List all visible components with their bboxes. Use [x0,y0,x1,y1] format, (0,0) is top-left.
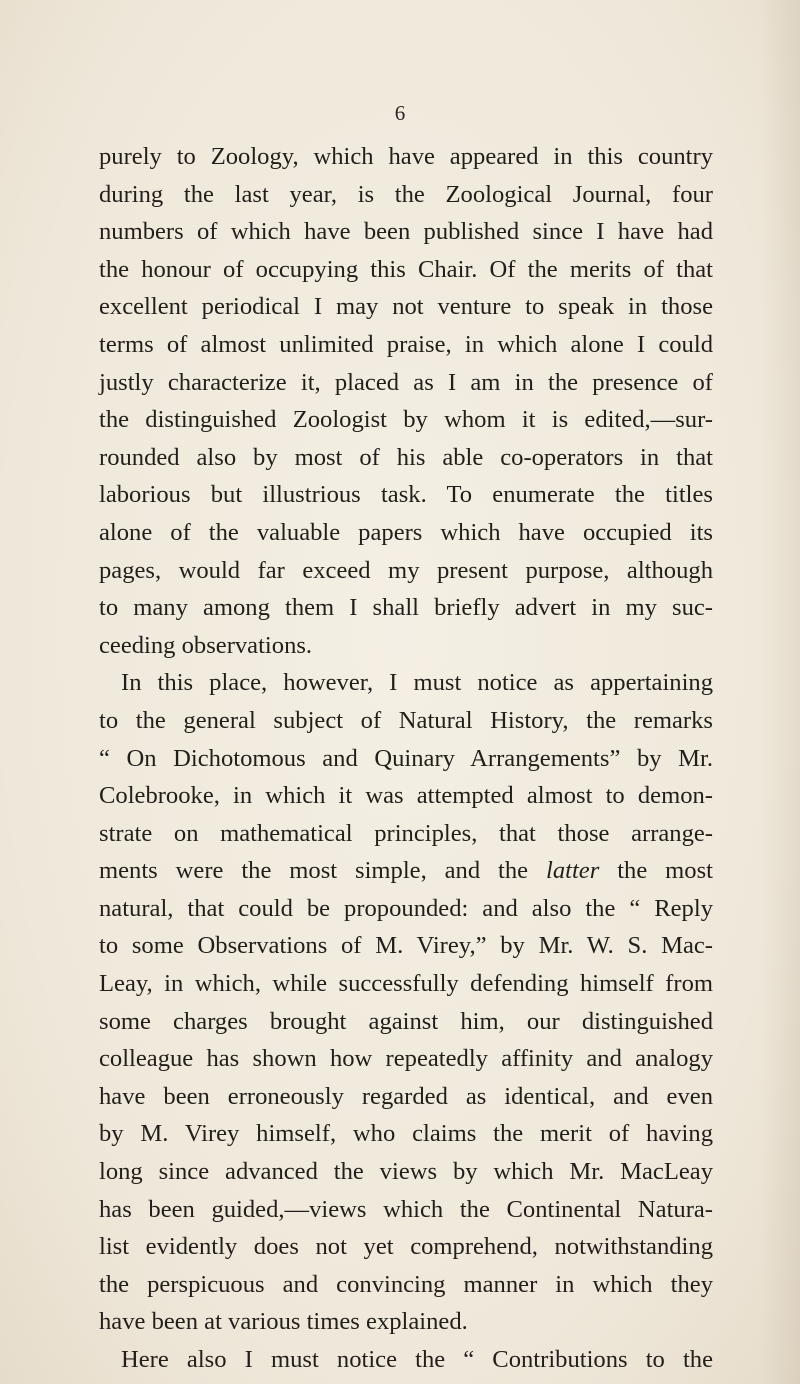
italic-word: latter [546,857,600,885]
text-line: during the last year, is the Zoological Journal, four [99,180,713,208]
text-line: some charges brought against him, our distinguished [99,1007,713,1035]
text-line: list evidently does not yet comprehend, notwithstanding [99,1233,713,1261]
text-line: purely to Zoology, which have appeared in this country [99,143,713,170]
text-line: Leay, in which, while successfully defending himself from [99,970,713,998]
page-edge-shadow [760,0,800,1384]
body-text [99,138,713,1379]
text-line: the distinguished Zoologist by whom it is edited,—sur- [99,406,713,434]
text-line: “ On Dichotomous and Quinary Arrangements” by Mr. [99,744,713,772]
text-line: has been guided,—views which the Continental Natura- [99,1195,713,1223]
paragraph-end-line: have been at various times explained. [99,1308,468,1336]
text-line: to many among them I shall briefly advert in my suc- [99,594,713,622]
text-line: terms of almost unlimited praise, in which alone I could [99,330,713,358]
text-line: by M. Virey himself, who claims the merit of having [99,1120,713,1148]
text-line-with-italic [99,852,713,890]
paragraph-start-line: In this place, however, I must notice as appertaining [121,669,713,697]
page-number: 6 [394,101,406,125]
text-line: long since advanced the views by which Mr. MacLeay [99,1158,713,1186]
text-line: the honour of occupying this Chair. Of the merits of that [99,255,713,283]
text-line: laborious but illustrious task. To enumerate the titles [99,481,713,509]
text-line: colleague has shown how repeatedly affinity and analogy [99,1045,713,1073]
text-line: have been erroneously regarded as identical, and even [99,1082,713,1110]
text-line: the perspicuous and convincing manner in which they [99,1270,713,1298]
text-line: to the general subject of Natural History, the remarks [99,706,713,734]
text-line: rounded also by most of his able co-operators in that [99,443,713,471]
text-line: excellent periodical I may not venture to speak in those [99,293,713,321]
text-line: alone of the valuable papers which have occupied its [99,518,713,546]
text-line: Colebrooke, in which it was attempted almost to demon- [99,782,713,810]
text-line: natural, that could be propounded: and also the “ Reply [99,894,713,922]
text-segment: ments were the most simple, and the [99,857,529,885]
text-line: numbers of which have been published since I have had [99,218,713,246]
paragraph-start-line: Here also I must notice the “ Contributions to the [121,1346,713,1373]
paragraph-end-line: ceeding observations. [99,631,313,659]
text-line: pages, would far exceed my present purpose, although [99,556,713,584]
text-segment: the most [617,857,713,885]
text-line: to some Observations of M. Virey,” by Mr. W. S. Mac- [99,932,713,960]
text-line: justly characterize it, placed as I am in the presence of [99,368,713,396]
text-line: strate on mathematical principles, that those arrange- [99,819,713,847]
